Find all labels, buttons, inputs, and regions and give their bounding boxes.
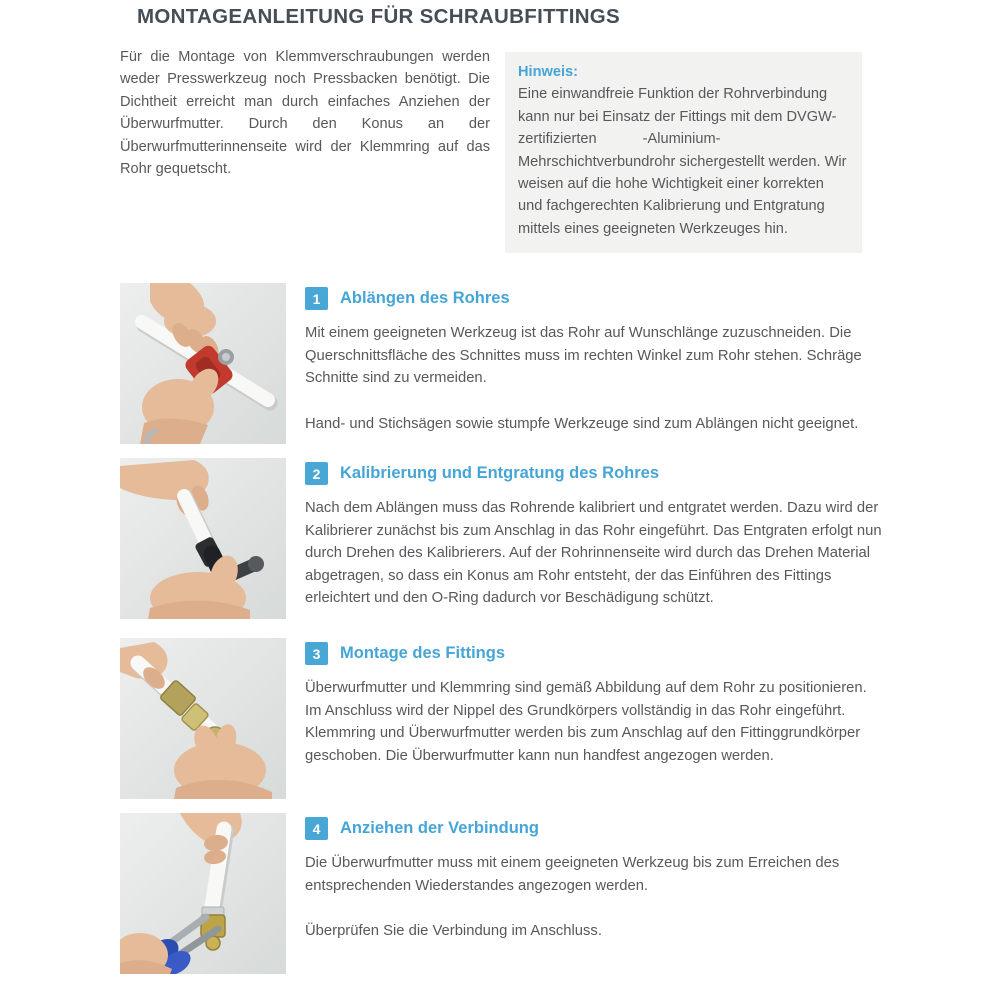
step-3-title: Montage des Fittings [340,644,505,662]
step-1-title: Ablängen des Rohres [340,289,510,307]
step-3-photo [120,638,286,799]
intro-paragraph: Für die Montage von Klemmverschraubungen werden weder Presswerkzeug noch Pressbacken benötigt. Die Dichtheit erreicht man durch einfaches Anziehen der Überwurfmutter. Durch den Konus an der Überwurfmutterinnenseite wird der Klemmring auf das Rohr gequetscht. [120,49,490,178]
step-2 [120,458,885,623]
step-4-title: Anziehen der Verbindung [340,819,539,837]
step-4-paragraph-2: Überprüfen Sie die Verbindung im Anschluss. [305,923,602,940]
step-1-paragraph-1: Mit einem geeigneten Werkzeug ist das Rohr auf Wunschlänge zuzuschneiden. Die Querschnittsfläche des Schnittes muss im rechten Winkel zum Rohr stehen. Schräge Schnitte sind zu vermeiden. [305,325,862,387]
step-2-paragraph-1: Nach dem Ablängen muss das Rohrende kalibriert und entgratet werden. Dazu wird der Kalibrierer zunächst bis zum Anschlag in das Rohr eingeführt. Das Entgraten erfolgt nun durch Drehen des Kalibrierers. Auf der Rohrinnenseite wird durch das Drehen Material abgetragen, so dass ein Konus am Rohr entsteht, der das Einführen des Fittings erleichtert und den O-Ring dadurch vor Beschädigung schützt. [305,500,882,607]
step-4-number-badge: 4 [305,817,328,840]
step-3-paragraph-1: Überwurfmutter und Klemmring sind gemäß Abbildung auf dem Rohr zu positionieren. Im Anschluss wird der Nippel des Grundkörpers vollständig in das Rohr eingeführt. Klemmring und Überwurfmutter werden bis zum Anschlag auf den Fittinggrundkörper geschoben. Die Überwurfmutter kann nun handfest angezogen werden. [305,680,867,764]
step-1-photo [120,283,286,444]
redacted-brand-gap [597,142,643,143]
step-4 [120,813,885,978]
note-label: Hinweis: [518,64,579,80]
step-2-number-badge: 2 [305,462,328,485]
step-1-number-badge: 1 [305,287,328,310]
connection-tightening-illustration [120,813,286,974]
fitting-assembly-illustration [120,638,286,799]
note-body [518,86,847,236]
step-4-photo [120,813,286,974]
step-3 [120,638,885,803]
pipe-cutting-illustration [120,283,286,444]
step-2-photo [120,458,286,619]
step-4-paragraph-1: Die Überwurfmutter muss mit einem geeigneten Werkzeug bis zum Erreichen des entsprechenden Wiederstandes angezogen werden. [305,855,840,894]
step-2-title: Kalibrierung und Entgratung des Rohres [340,464,660,482]
step-1 [120,283,885,448]
pipe-calibration-illustration [120,458,286,619]
step-3-number-badge: 3 [305,642,328,665]
step-1-paragraph-2: Hand- und Stichsägen sowie stumpfe Werkzeuge sind zum Ablängen nicht geeignet. [305,415,859,432]
page-title: MONTAGEANLEITUNG FÜR SCHRAUBFITTINGS [137,5,621,28]
note-box [505,52,862,253]
note-body-part1: Eine einwandfreie Funktion der Rohrverbindung kann nur bei Einsatz der Fittings mit dem DVGW-zertifizierten [518,86,837,148]
note-body-part2: -Aluminium-Mehrschichtverbundrohr sichergestellt werden. Wir weisen auf die hohe Wichtigkeit einer korrekten und fachgerechten Kalibrierung und Entgratung mittels eines geeigneten Werkzeuges hin. [518,131,847,237]
